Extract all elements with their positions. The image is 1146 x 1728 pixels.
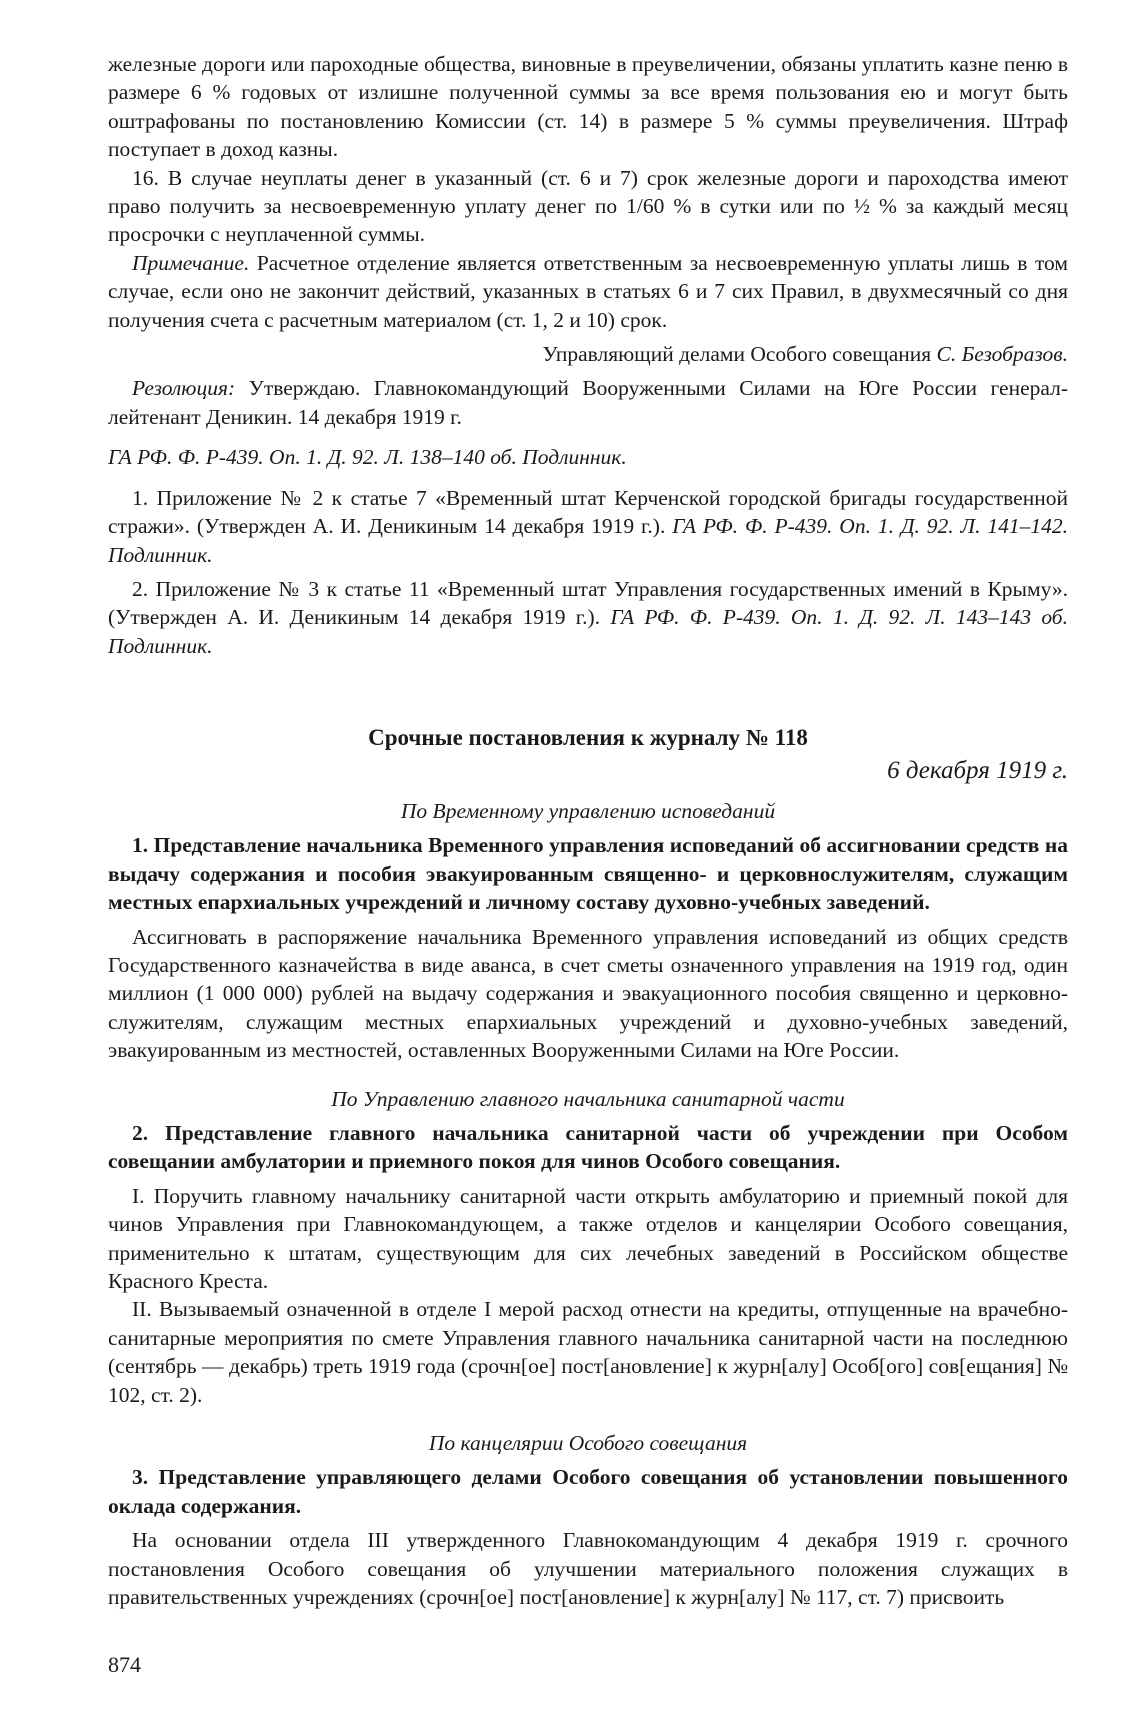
item-2-title: 2. Представление главного начальника санитарной части об учреждении при Особом совещании амбулатории и приемного покоя для чинов Особого совещания. [108, 1121, 1068, 1174]
item-3-subhead: По канцелярии Особого совещания [428, 1431, 748, 1456]
item-2-paragraph-2: II. Вызываемый означенной в отделе I мерой расход отнести на кредиты, отпущенные на врачебно-санитарные мероприятия по смете Управления главного начальника санитарной части на последнюю (сентябрь — декабрь) треть 1919 года (срочн[ое] пост[ановление] к журн[алу] Особ[ого] сов[ещания] № 102, ст. 2). [108, 1297, 1068, 1407]
resolution-text: Утверждаю. Главнокомандующий Вооруженными Силами на Юге России генерал-лейтенант Деникин. 14 декабря 1919 г. [108, 376, 1068, 429]
signature-text: Управляющий делами Особого совещания [542, 342, 937, 367]
paragraph-16: 16. В случае неуплаты денег в указанный (ст. 6 и 7) срок железные дороги и пароходства имеют право получить за несвоевременную уплату денег по 1/60 % в сутки или по ½ % за каждый месяц просрочки с неуплаченной суммы. [108, 165, 1068, 247]
resolution-label: Резолюция: [132, 376, 236, 401]
signature-line [108, 340, 1068, 368]
note-text: Расчетное отделение является ответственным за несвоевременную уплаты лишь в том случае, если оно не закончит действий, указанных в статьях 6 и 7 сих Правил, в двухмесячный со дня получения счета с расчетным материалом (ст. 1, 2 и 10) срок. [108, 250, 1068, 332]
note-paragraph [108, 249, 1068, 334]
appendix-2 [108, 575, 1068, 660]
paragraph-15-tail: железные дороги или пароходные общества, виновные в преувеличении, обязаны уплатить казне пеню в размере 6 % годовых от излишне полученной суммы за все время пользования ею и могут быть оштрафованы по постановлению Комиссии (ст. 14) в размере 5 % суммы преувеличения. Штраф поступает в доход казны. [108, 52, 1068, 162]
appendix-1-text: 1. Приложение № 2 к статье 7 «Временный штат Керченской городской бригады государственной стражи». (Утвержден А. И. Деникиным 14 декабря 1919 г.). [108, 485, 1068, 539]
note-label: Примечание. [132, 250, 250, 275]
item-2-paragraph-1: I. Поручить главному начальнику санитарной части открыть амбулаторию и приемный покой для чинов Управления при Главнокомандующем, а также отделов и канцелярии Особого совещания, применительно к штатам, существующим для сих лечебных заведений в Российском обществе Красного Креста. [108, 1183, 1068, 1294]
item-3-title: 3. Представление управляющего делами Особого совещания об установлении повышенного оклада содержания. [108, 1465, 1068, 1518]
archive-reference: ГА РФ. Ф. Р-439. Оп. 1. Д. 92. Л. 138–140 об. Подлинник. [108, 445, 627, 470]
appendix-1 [108, 484, 1068, 569]
item-1-paragraph-1: Ассигновать в распоряжение начальника Временного управления исповеданий из общих средств Государственного казначейства в виде аванса, в счет сметы означенного управления на 1919 год, один миллион (1 000 000) рублей на выдачу содержания и эвакуационного пособия священно и церковно-служителям, служащим местных епархиальных учреждений и духовно-учебных заведений, эвакуированным из местностей, оставленных Вооруженными Силами на Юге России. [108, 924, 1068, 1063]
section-title: Срочные постановления к журналу № 118 [368, 725, 808, 751]
appendix-2-text: 2. Приложение № 3 к статье 11 «Временный штат Управления государственных имений в Крыму». (Утвержден А. И. Деникиным 14 декабря 1919 г.). [108, 576, 1068, 630]
section-date: 6 декабря 1919 г. [887, 756, 1068, 784]
item-1-title: 1. Представление начальника Временного управления исповеданий об ассигновании средств на выдачу содержания и пособия эвакуированным священно- и церковнослужителям, служащим местных епархиальных учреждений и личному составу духовно-учебных заведений. [108, 833, 1068, 915]
resolution-paragraph [108, 374, 1068, 431]
signature-name: С. Безобразов. [936, 342, 1068, 367]
item-2-subhead: По Управлению главного начальника санитарной части [331, 1086, 845, 1111]
appendix-2-ref: ГА РФ. Ф. Р-439. Оп. 1. Д. 92. Л. 143–143 об. Подлинник. [108, 605, 1068, 658]
document-page [108, 50, 1068, 1612]
appendix-1-ref: ГА РФ. Ф. Р-439. Оп. 1. Д. 92. Л. 141–142. Подлинник. [108, 514, 1068, 567]
page-number: 874 [108, 1652, 141, 1677]
item-3-paragraph-1: На основании отдела III утвержденного Главнокомандующим 4 декабря 1919 г. срочного постановления Особого совещания об улучшении материального положения служащих в правительственных учреждениях (срочн[ое] пост[ановление] к журн[алу] № 117, ст. 7) присвоить [108, 1528, 1068, 1610]
item-1-subhead: По Временному управлению исповеданий [400, 798, 776, 823]
